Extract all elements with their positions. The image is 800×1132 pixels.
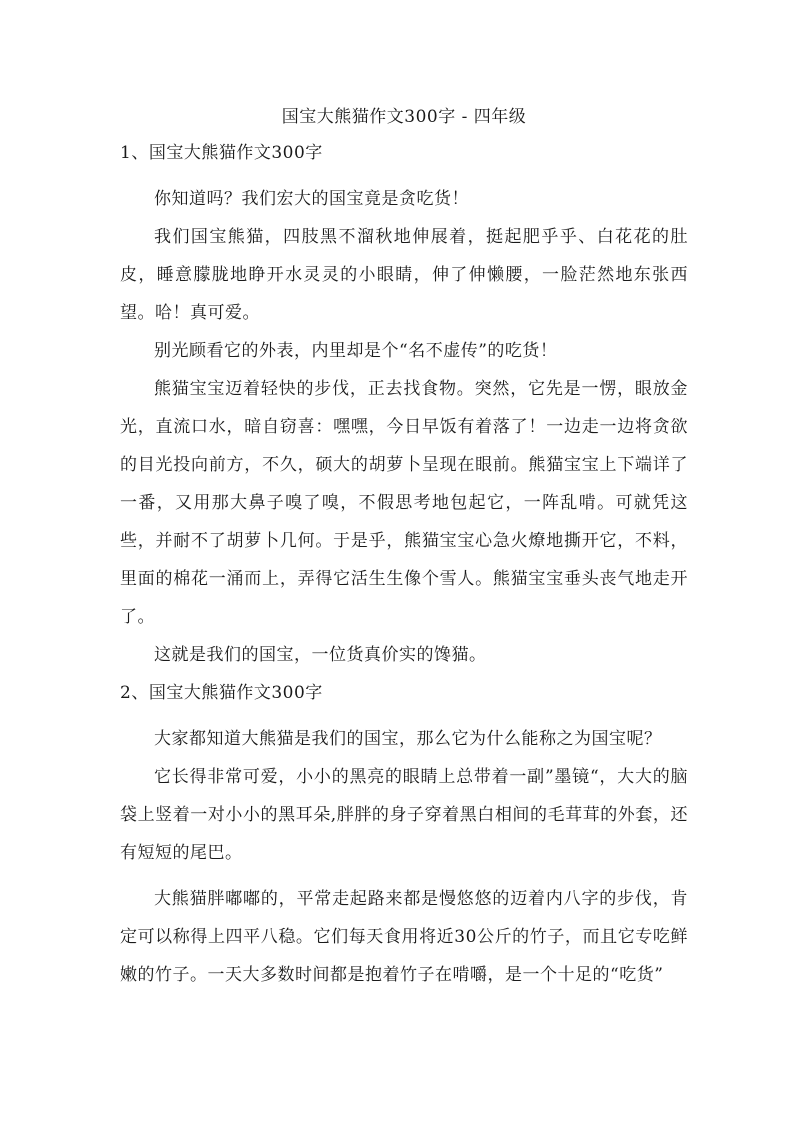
section-heading: 2、国宝大熊猫作文300字: [120, 683, 323, 703]
paragraph: 别光顾看它的外表，内里却是个“名不虚传”的吃货！: [154, 341, 558, 361]
section-2: [120, 682, 688, 994]
paragraph: 熊猫宝宝迈着轻快的步伐，正去找食物。突然，它先是一愣，眼放金光，直流口水，暗自窃喜：嘿嘿，今日早饭有着落了！一边走一边将贪欲的目光投向前方，不久，硕大的胡萝卜呈现在眼前。熊猫宝宝上下端详了一番，又用那大鼻子嗅了嗅，不假思考地包起它，一阵乱啃。可就凭这些，并耐不了胡萝卜几何。于是乎，熊猫宝宝心急火燎地撕开它，不料，里面的棉花一涌而上，弄得它活生生像个雪人。熊猫宝宝垂头丧气地走开了。: [120, 379, 688, 627]
paragraph: 你知道吗？我们宏大的国宝竟是贪吃货！: [154, 189, 469, 209]
paragraph: 它长得非常可爱，小小的黑亮的眼睛上总带着一副”墨镜“，大大的脑袋上竖着一对小小的黑耳朵,胖胖的身子穿着黑白相间的毛茸茸的外套，还有短短的尾巴。: [120, 767, 688, 863]
section-heading: 1、国宝大熊猫作文300字: [120, 143, 323, 163]
paragraph: 我们国宝熊猫，四肢黑不溜秋地伸展着，挺起肥乎乎、白花花的肚皮，睡意朦胧地睁开水灵灵的小眼睛，伸了伸懒腰，一脸茫然地东张西望。哈！真可爱。: [120, 227, 688, 323]
paragraph: 大家都知道大熊猫是我们的国宝，那么它为什么能称之为国宝呢？: [154, 729, 662, 749]
section-1: [120, 142, 688, 674]
document-page: [120, 96, 688, 994]
document-title: 国宝大熊猫作文300字 - 四年级: [281, 107, 527, 127]
paragraph: 这就是我们的国宝，一位货真价实的馋猫。: [154, 645, 487, 665]
paragraph: 大熊猫胖嘟嘟的，平常走起路来都是慢悠悠的迈着内八字的步伐，肯定可以称得上四平八稳。它们每天食用将近30公斤的竹子，而且它专吃鲜嫩的竹子。一天大多数时间都是抱着竹子在啃嚼，是一个十足的“吃货”: [120, 889, 688, 985]
